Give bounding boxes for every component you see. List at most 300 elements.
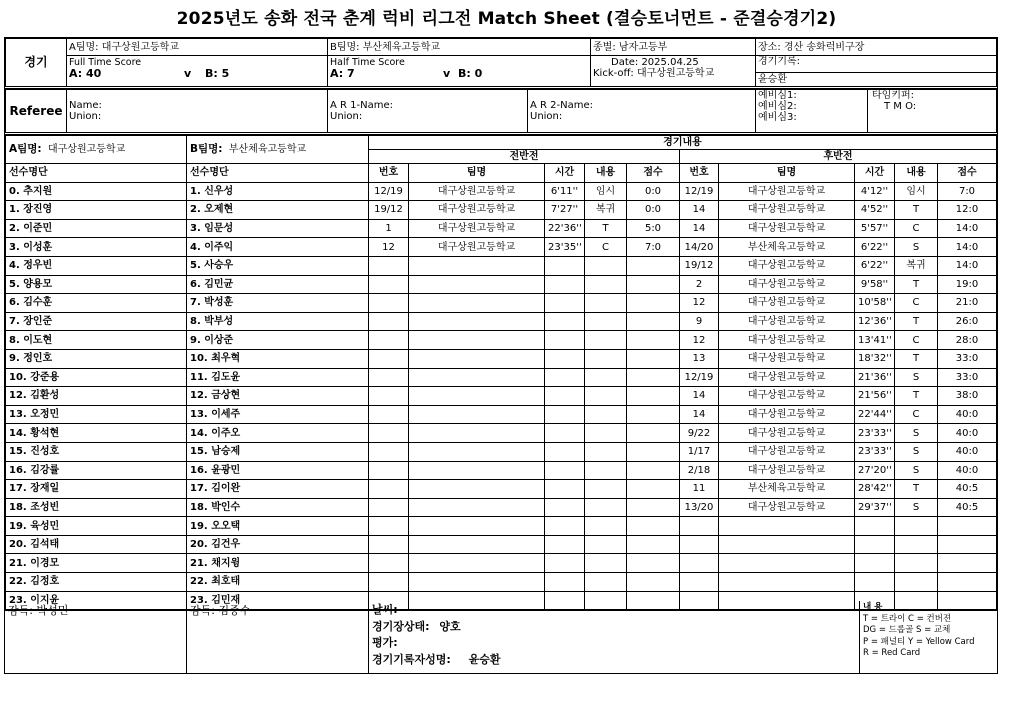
second-half-score: 40:0: [938, 461, 997, 480]
table-row: [6, 405, 997, 424]
second-half-no: [680, 517, 719, 536]
team-a-player: 18. 조성빈: [6, 498, 187, 517]
second-half-time: 4'12'': [855, 182, 895, 201]
table-row: [6, 182, 997, 201]
first-half-score: [627, 461, 680, 480]
second-half-content: 임시: [895, 182, 938, 201]
first-half-team: 대구상원고등학교: [409, 238, 545, 257]
first-half-content: [585, 480, 627, 499]
team-a-player: 19. 육성민: [6, 517, 187, 536]
second-half-team: 대구상원고등학교: [719, 424, 855, 443]
table-row: [6, 573, 997, 592]
halftime-v: v: [443, 67, 451, 80]
match-header: [4, 37, 998, 89]
second-half-time: [855, 517, 895, 536]
second-half-team: 대구상원고등학교: [719, 461, 855, 480]
second-half-content: C: [895, 219, 938, 238]
team-b-roster-label: B팀명:: [190, 143, 223, 155]
coach-b: 감독: 김종수: [190, 604, 251, 617]
second-half-no: [680, 554, 719, 573]
team-a-player-col: 선수명단: [6, 164, 187, 183]
first-half-content: [585, 312, 627, 331]
team-b-player: 22. 최호태: [187, 573, 369, 592]
second-half-score: [938, 517, 997, 536]
second-half-time: 13'41'': [855, 331, 895, 350]
first-half-score: [627, 275, 680, 294]
team-a-player: 9. 정인호: [6, 349, 187, 368]
second-half-score: 40:0: [938, 442, 997, 461]
first-half-time: [545, 368, 585, 387]
second-half-no: 9/22: [680, 424, 719, 443]
second-half-time: 21'36'': [855, 368, 895, 387]
second-score-col: 점수: [938, 164, 997, 183]
first-half-no: 1: [369, 219, 409, 238]
second-half-time: [855, 535, 895, 554]
first-half-score: 0:0: [627, 182, 680, 201]
first-half-time: [545, 480, 585, 499]
first-half-content: [585, 368, 627, 387]
second-half-content: T: [895, 387, 938, 406]
first-half-score: [627, 387, 680, 406]
team-b-player: 9. 이상준: [187, 331, 369, 350]
second-content-col: 내용: [895, 164, 938, 183]
first-half-score: [627, 312, 680, 331]
second-half-no: 12: [680, 331, 719, 350]
second-half-score: [938, 573, 997, 592]
first-half-no: [369, 498, 409, 517]
second-half-no: 14: [680, 405, 719, 424]
first-half-no: [369, 294, 409, 313]
second-half-team: 대구상원고등학교: [719, 256, 855, 275]
second-half-time: 29'37'': [855, 498, 895, 517]
second-half-score: 38:0: [938, 387, 997, 406]
venue-label: 장소:: [758, 41, 781, 53]
rating-label: 평가:: [372, 636, 398, 649]
team-a-player: 14. 황석현: [6, 424, 187, 443]
second-team-col: 팀명: [719, 164, 855, 183]
second-half-no: 13/20: [680, 498, 719, 517]
first-half-content: [585, 405, 627, 424]
second-half-time: 6'22'': [855, 238, 895, 257]
second-half-no: 9: [680, 312, 719, 331]
first-half-team: [409, 461, 545, 480]
first-half-time: [545, 294, 585, 313]
team-a-player: 10. 강준용: [6, 368, 187, 387]
second-half-content: S: [895, 238, 938, 257]
first-half-team: [409, 387, 545, 406]
first-half-team: [409, 405, 545, 424]
second-half-content: [895, 517, 938, 536]
legend-line-4: R = Red Card: [863, 648, 921, 658]
first-half-team: [409, 554, 545, 573]
second-half-time: 4'52'': [855, 201, 895, 220]
team-a-player: 4. 정우빈: [6, 256, 187, 275]
first-half-time: 23'35'': [545, 238, 585, 257]
first-half-time: 7'27'': [545, 201, 585, 220]
ar2-union-label: Union:: [530, 111, 563, 122]
second-half-score: 19:0: [938, 275, 997, 294]
team-a-roster-name: 대구상원고등학교: [47, 144, 126, 155]
second-half-no: 11: [680, 480, 719, 499]
first-half-no: [369, 405, 409, 424]
first-half-time: [545, 535, 585, 554]
second-half-score: 40:5: [938, 498, 997, 517]
first-half-score: [627, 294, 680, 313]
second-half-content: T: [895, 480, 938, 499]
first-half-team: [409, 312, 545, 331]
team-a-player: 2. 이준민: [6, 219, 187, 238]
first-half-score: 7:0: [627, 238, 680, 257]
first-half-no: [369, 349, 409, 368]
table-row: [6, 368, 997, 387]
second-half-time: 23'33'': [855, 442, 895, 461]
first-half-team: [409, 294, 545, 313]
match-date: Date: 2025.04.25: [611, 57, 699, 68]
first-half-no: 12: [369, 238, 409, 257]
second-no-col: 번호: [680, 164, 719, 183]
venue-value: 경산 송화럭비구장: [783, 41, 865, 53]
first-no-col: 번호: [369, 164, 409, 183]
weather-label: 날씨:: [372, 603, 398, 616]
second-half-team: [719, 554, 855, 573]
tmo-label: T M O:: [884, 101, 917, 112]
first-half-no: [369, 480, 409, 499]
reserve-referee-2: 예비심2:: [758, 101, 797, 112]
team-a-player: 13. 오정민: [6, 405, 187, 424]
table-row: [6, 201, 997, 220]
second-half-no: 2/18: [680, 461, 719, 480]
ground-value: 양호: [439, 619, 461, 633]
second-half-time: 23'33'': [855, 424, 895, 443]
first-half-score: [627, 424, 680, 443]
team-a-label: A팀명:: [69, 41, 99, 53]
second-half-time: 12'36'': [855, 312, 895, 331]
team-b-player: 4. 이주익: [187, 238, 369, 257]
first-half-time: [545, 275, 585, 294]
second-half-no: [680, 573, 719, 592]
second-half-time: 28'42'': [855, 480, 895, 499]
second-half-score: [938, 554, 997, 573]
second-half-time: 27'20'': [855, 461, 895, 480]
first-half-content: 임시: [585, 182, 627, 201]
first-half-header: 전반전: [369, 150, 680, 164]
table-row: [6, 349, 997, 368]
halftime-a: A: 7: [330, 67, 355, 80]
team-a-player: 8. 이도현: [6, 331, 187, 350]
team-b-player: 15. 남승제: [187, 442, 369, 461]
second-half-score: [938, 535, 997, 554]
second-half-time: 9'58'': [855, 275, 895, 294]
table-row: [6, 498, 997, 517]
referee-label: Referee: [6, 90, 67, 133]
halftime-b: B: 0: [458, 67, 483, 80]
team-a-player: 20. 김석태: [6, 535, 187, 554]
second-half-no: 1/17: [680, 442, 719, 461]
first-score-col: 점수: [627, 164, 680, 183]
first-team-col: 팀명: [409, 164, 545, 183]
first-half-content: [585, 461, 627, 480]
team-b-player: 12. 금상현: [187, 387, 369, 406]
first-half-score: [627, 498, 680, 517]
fulltime-v: v: [184, 67, 192, 80]
second-half-team: [719, 517, 855, 536]
team-b-player: 18. 박인수: [187, 498, 369, 517]
first-half-score: [627, 405, 680, 424]
first-half-score: [627, 573, 680, 592]
second-half-content: T: [895, 275, 938, 294]
second-half-score: 28:0: [938, 331, 997, 350]
first-half-team: 대구상원고등학교: [409, 201, 545, 220]
team-a-player: 17. 장재일: [6, 480, 187, 499]
first-half-time: [545, 424, 585, 443]
team-b-player: 6. 김민균: [187, 275, 369, 294]
second-half-team: 부산체육고등학교: [719, 480, 855, 499]
team-b-player-col: 선수명단: [187, 164, 369, 183]
first-half-score: [627, 480, 680, 499]
second-half-no: 2: [680, 275, 719, 294]
first-half-content: [585, 256, 627, 275]
halftime-label: Half Time Score: [330, 57, 405, 68]
second-half-score: 14:0: [938, 256, 997, 275]
first-half-time: [545, 517, 585, 536]
first-half-team: [409, 256, 545, 275]
second-half-team: 대구상원고등학교: [719, 182, 855, 201]
second-half-header: 후반전: [680, 150, 997, 164]
table-row: [6, 238, 997, 257]
team-b-player: 16. 윤광민: [187, 461, 369, 480]
second-half-score: 33:0: [938, 349, 997, 368]
first-half-score: 5:0: [627, 219, 680, 238]
second-half-time: 10'58'': [855, 294, 895, 313]
second-half-team: 대구상원고등학교: [719, 498, 855, 517]
team-a-player: 22. 김정호: [6, 573, 187, 592]
second-half-time: 18'32'': [855, 349, 895, 368]
second-half-team: 부산체육고등학교: [719, 238, 855, 257]
second-half-content: C: [895, 331, 938, 350]
first-content-col: 내용: [585, 164, 627, 183]
second-half-team: 대구상원고등학교: [719, 387, 855, 406]
first-half-content: [585, 349, 627, 368]
first-half-no: [369, 331, 409, 350]
team-b-label: B팀명:: [330, 41, 360, 53]
first-half-no: [369, 517, 409, 536]
category-value: 남자고등부: [618, 41, 668, 53]
first-half-time: [545, 387, 585, 406]
team-a-player: 1. 장진영: [6, 201, 187, 220]
second-half-no: 14: [680, 387, 719, 406]
first-half-score: [627, 517, 680, 536]
table-row: [6, 294, 997, 313]
table-row: [6, 517, 997, 536]
first-half-no: [369, 442, 409, 461]
match-label: 경기: [6, 39, 67, 87]
second-half-team: 대구상원고등학교: [719, 201, 855, 220]
second-half-score: 14:0: [938, 238, 997, 257]
first-half-time: [545, 312, 585, 331]
first-half-content: [585, 554, 627, 573]
first-half-score: [627, 535, 680, 554]
team-b-roster-name: 부산체육고등학교: [228, 144, 307, 155]
first-half-team: [409, 331, 545, 350]
first-half-time: [545, 349, 585, 368]
team-a-player: 0. 추지원: [6, 182, 187, 201]
first-half-no: [369, 573, 409, 592]
first-half-team: [409, 368, 545, 387]
first-half-time: [545, 256, 585, 275]
table-row: [6, 387, 997, 406]
team-a-player: 15. 진성호: [6, 442, 187, 461]
game-content-header: 경기내용: [369, 136, 997, 150]
table-row: [6, 554, 997, 573]
first-half-content: 복귀: [585, 201, 627, 220]
first-half-team: 대구상원고등학교: [409, 219, 545, 238]
second-time-col: 시간: [855, 164, 895, 183]
legend-line-1: T = 트라이 C = 컨버젼: [863, 613, 952, 624]
team-b-name: 부산체육고등학교: [362, 41, 441, 53]
second-half-score: 40:5: [938, 480, 997, 499]
coach-a: 감독: 박성민: [8, 604, 69, 617]
first-half-team: [409, 480, 545, 499]
first-half-score: [627, 442, 680, 461]
first-half-score: [627, 554, 680, 573]
team-a-player: 3. 이성훈: [6, 238, 187, 257]
team-b-player: 21. 채지윙: [187, 554, 369, 573]
second-half-content: 복귀: [895, 256, 938, 275]
team-b-player: 10. 최우혁: [187, 349, 369, 368]
first-half-score: [627, 349, 680, 368]
second-half-team: 대구상원고등학교: [719, 312, 855, 331]
second-half-no: 14: [680, 201, 719, 220]
first-half-content: T: [585, 219, 627, 238]
team-b-player: 1. 신우성: [187, 182, 369, 201]
legend-line-3: P = 패널티 Y = Yellow Card: [863, 636, 975, 647]
second-half-content: S: [895, 368, 938, 387]
referee-name-label: Name:: [69, 100, 102, 111]
first-half-content: [585, 517, 627, 536]
team-a-player: 7. 장인준: [6, 312, 187, 331]
second-half-time: 6'22'': [855, 256, 895, 275]
team-b-player: 7. 박성훈: [187, 294, 369, 313]
first-half-content: [585, 387, 627, 406]
team-a-player: 23. 이지윤: [6, 591, 187, 610]
first-half-score: [627, 368, 680, 387]
second-half-no: 12/19: [680, 368, 719, 387]
first-half-time: [545, 573, 585, 592]
table-row: [6, 480, 997, 499]
second-half-score: 40:0: [938, 405, 997, 424]
legend-line-2: DG = 드롭골 S = 교체: [863, 625, 951, 635]
first-half-team: [409, 275, 545, 294]
team-b-player: 8. 박부성: [187, 312, 369, 331]
second-half-team: 대구상원고등학교: [719, 405, 855, 424]
first-half-team: 대구상원고등학교: [409, 182, 545, 201]
second-half-no: 12/19: [680, 182, 719, 201]
second-half-content: [895, 554, 938, 573]
team-b-player: 23. 김민재: [187, 591, 369, 610]
reserve-referee-3: 예비심3:: [758, 112, 797, 123]
second-half-time: 5'57'': [855, 219, 895, 238]
first-half-no: 12/19: [369, 182, 409, 201]
team-a-player: 6. 김수훈: [6, 294, 187, 313]
first-half-time: 6'11'': [545, 182, 585, 201]
team-b-player: 11. 김도윤: [187, 368, 369, 387]
table-row: [6, 424, 997, 443]
second-half-content: T: [895, 349, 938, 368]
fulltime-a: A: 40: [69, 67, 102, 80]
first-half-no: [369, 535, 409, 554]
first-half-time: [545, 442, 585, 461]
fulltime-b: B: 5: [205, 67, 230, 80]
sheet-title: 2025년도 송화 전국 춘계 럭비 리그전 Match Sheet (결승토너먼트 - 준결승경기2): [176, 9, 837, 29]
team-b-player: 13. 이세주: [187, 405, 369, 424]
first-half-no: [369, 368, 409, 387]
first-half-no: [369, 312, 409, 331]
timekeeper-label: 타임키퍼:: [872, 90, 915, 101]
table-row: [6, 275, 997, 294]
first-half-team: [409, 573, 545, 592]
recorder-sign-label: 경기기록자성명:: [372, 652, 451, 666]
first-half-no: 19/12: [369, 201, 409, 220]
second-half-time: [855, 573, 895, 592]
team-a-player: 16. 김강률: [6, 461, 187, 480]
first-half-no: [369, 554, 409, 573]
second-half-score: 12:0: [938, 201, 997, 220]
first-half-team: [409, 349, 545, 368]
table-row: [6, 442, 997, 461]
second-half-no: 19/12: [680, 256, 719, 275]
first-half-no: [369, 275, 409, 294]
table-row: [6, 461, 997, 480]
team-a-player: 5. 양용모: [6, 275, 187, 294]
team-b-player: 2. 오제현: [187, 201, 369, 220]
table-row: [6, 331, 997, 350]
first-half-content: [585, 573, 627, 592]
second-half-content: [895, 535, 938, 554]
second-half-no: 14: [680, 219, 719, 238]
second-half-team: 대구상원고등학교: [719, 442, 855, 461]
ar1-union-label: Union:: [330, 111, 363, 122]
second-half-score: 26:0: [938, 312, 997, 331]
referee-section: [4, 89, 998, 135]
first-half-content: [585, 498, 627, 517]
team-b-player: 17. 김이완: [187, 480, 369, 499]
team-a-roster-label: A팀명:: [9, 143, 42, 155]
ground-label: 경기장상태:: [372, 619, 430, 633]
first-half-content: [585, 275, 627, 294]
first-half-time: [545, 331, 585, 350]
second-half-content: S: [895, 424, 938, 443]
first-half-content: C: [585, 238, 627, 257]
second-half-content: S: [895, 498, 938, 517]
first-half-team: [409, 498, 545, 517]
recorder-name: 윤승환: [758, 74, 787, 85]
second-half-content: S: [895, 442, 938, 461]
recorder-label: 경기기록:: [758, 56, 801, 67]
referee-union-label: Union:: [69, 111, 102, 122]
first-half-team: [409, 535, 545, 554]
team-b-player: 14. 이주오: [187, 424, 369, 443]
table-row: [6, 312, 997, 331]
second-half-team: 대구상원고등학교: [719, 349, 855, 368]
team-b-player: 5. 사승우: [187, 256, 369, 275]
second-half-team: 대구상원고등학교: [719, 219, 855, 238]
first-half-no: [369, 256, 409, 275]
first-half-score: [627, 256, 680, 275]
second-half-content: C: [895, 294, 938, 313]
first-half-content: [585, 535, 627, 554]
second-half-content: S: [895, 461, 938, 480]
first-half-no: [369, 424, 409, 443]
